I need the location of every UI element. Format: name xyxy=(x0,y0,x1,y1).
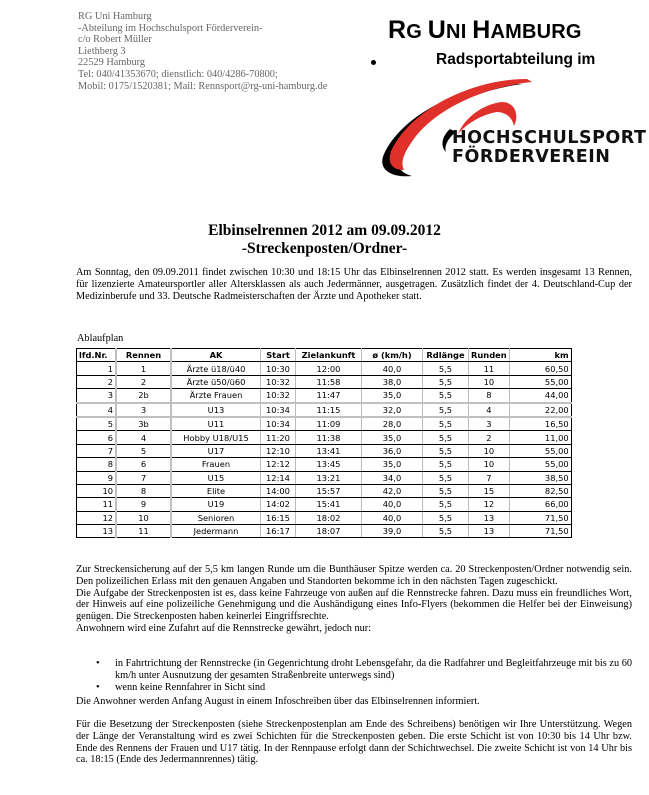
cell-speed: 40,0 xyxy=(362,362,423,375)
cell-zielankunft: 15:41 xyxy=(296,498,362,511)
cell-ak: U19 xyxy=(171,498,261,511)
brand-title-part: U xyxy=(427,16,447,44)
cell-lfd-nr: 5 xyxy=(77,417,117,431)
cell-rennen: 2b xyxy=(116,389,171,403)
residents-conditions-list xyxy=(76,658,632,693)
cell-ak: Ärzte ü18/ü40 xyxy=(171,362,261,375)
cell-lfd-nr: 9 xyxy=(77,471,117,484)
cell-speed: 40,0 xyxy=(362,511,423,524)
cell-zielankunft: 18:07 xyxy=(296,525,362,538)
table-row xyxy=(77,417,572,431)
col-header-rennen: Rennen xyxy=(116,349,171,362)
cell-lfd-nr: 4 xyxy=(77,403,117,417)
cell-zielankunft: 13:21 xyxy=(296,471,362,484)
sender-address-block xyxy=(78,11,327,92)
cell-rdlaenge: 5,5 xyxy=(423,417,469,431)
cell-rennen: 8 xyxy=(116,484,171,497)
cell-km: 60,50 xyxy=(509,362,571,375)
cell-km: 66,00 xyxy=(509,498,571,511)
cell-ak: Hobby U18/U15 xyxy=(171,431,261,444)
cell-ak: Jedermann xyxy=(171,525,261,538)
cell-rennen: 4 xyxy=(116,431,171,444)
col-header-rdlaenge: Rdlänge xyxy=(423,349,469,362)
cell-start: 10:34 xyxy=(261,417,296,431)
cell-runden: 7 xyxy=(469,471,510,484)
cell-lfd-nr: 3 xyxy=(77,389,117,403)
cell-speed: 35,0 xyxy=(362,389,423,403)
intro-paragraph: Am Sonntag, den 09.09.2011 findet zwischen 10:30 und 18:15 Uhr das Elbinselrennen 2012 statt. Es werden insgesamt 13 Rennen, für lizenzierte Amateursportler aller Altersklassen als auch Jedermänner, ausgetragen. Zusätzlich findet der 4. Deutschland-Cup der Medizinberufe und 33. Deutsche Radmeisterschaften der Ärzte und Apotheker statt. xyxy=(76,267,632,302)
cell-speed: 35,0 xyxy=(362,431,423,444)
cell-rennen: 2 xyxy=(116,375,171,388)
list-item xyxy=(76,658,632,682)
table-row xyxy=(77,471,572,484)
cell-start: 16:17 xyxy=(261,525,296,538)
cell-runden: 3 xyxy=(469,417,510,431)
cell-runden: 10 xyxy=(469,458,510,471)
cell-start: 14:00 xyxy=(261,484,296,497)
col-header-ak: AK xyxy=(171,349,261,362)
brand-title xyxy=(388,16,582,45)
cell-runden: 2 xyxy=(469,431,510,444)
cell-zielankunft: 13:45 xyxy=(296,458,362,471)
cell-rennen: 9 xyxy=(116,498,171,511)
table-row xyxy=(77,525,572,538)
cell-start: 11:20 xyxy=(261,431,296,444)
cell-ak: Senioren xyxy=(171,511,261,524)
sender-department: -Abteilung im Hochschulsport Förderverein- xyxy=(78,22,263,34)
title-line-1: Elbinselrennen 2012 am 09.09.2012 xyxy=(208,222,441,239)
table-row xyxy=(77,458,572,471)
cell-start: 12:14 xyxy=(261,471,296,484)
table-row xyxy=(77,431,572,444)
support-paragraph: Für die Besetzung der Streckenposten (siehe Streckenpostenplan am Ende des Schreibens) benötigen wir Ihre Unterstützung. Wegen der Länge der Veranstaltung wird es zwei Schichten für die Streckenposten geben. Die erste Schicht ist von 10:30 bis 14 Uhr bzw. Ende des Rennens der Frauen und U17 tätig. In der Rennpause erfolgt dann der Schichtwechsel. Die zweite Schicht ist von 14 Uhr bis ca. 18:15 (Ende des Jedermannrennes) tätig. xyxy=(76,719,632,766)
cell-ak: U11 xyxy=(171,417,261,431)
cell-start: 10:32 xyxy=(261,389,296,403)
document-title xyxy=(0,222,649,258)
cell-rdlaenge: 5,5 xyxy=(423,403,469,417)
cell-zielankunft: 13:41 xyxy=(296,444,362,457)
logo-line-2: FÖRDERVEREIN xyxy=(452,147,611,167)
cell-runden: 8 xyxy=(469,389,510,403)
cell-km: 55,00 xyxy=(509,444,571,457)
cell-speed: 39,0 xyxy=(362,525,423,538)
table-row xyxy=(77,444,572,457)
cell-km: 11,00 xyxy=(509,431,571,444)
cell-ak: U17 xyxy=(171,444,261,457)
cell-km: 38,50 xyxy=(509,471,571,484)
cell-km: 71,50 xyxy=(509,525,571,538)
cell-start: 12:10 xyxy=(261,444,296,457)
cell-zielankunft: 11:09 xyxy=(296,417,362,431)
brand-subtitle: Radsportabteilung im xyxy=(436,51,596,68)
cell-speed: 28,0 xyxy=(362,417,423,431)
cell-runden: 15 xyxy=(469,484,510,497)
sender-phone: Tel: 040/41353670; dienstlich: 040/4286-70800; xyxy=(78,68,278,80)
cell-km: 82,50 xyxy=(509,484,571,497)
cell-ak: U13 xyxy=(171,403,261,417)
cell-runden: 10 xyxy=(469,375,510,388)
col-header-start: Start xyxy=(261,349,296,362)
cell-rdlaenge: 5,5 xyxy=(423,444,469,457)
cell-speed: 32,0 xyxy=(362,403,423,417)
cell-start: 12:12 xyxy=(261,458,296,471)
cell-zielankunft: 12:00 xyxy=(296,362,362,375)
cell-speed: 40,0 xyxy=(362,498,423,511)
cell-rdlaenge: 5,5 xyxy=(423,498,469,511)
list-item xyxy=(76,682,632,694)
cell-runden: 4 xyxy=(469,403,510,417)
cell-rennen: 6 xyxy=(116,458,171,471)
cell-rdlaenge: 5,5 xyxy=(423,375,469,388)
cell-runden: 13 xyxy=(469,525,510,538)
cell-start: 14:02 xyxy=(261,498,296,511)
cell-speed: 34,0 xyxy=(362,471,423,484)
cell-runden: 13 xyxy=(469,511,510,524)
cell-lfd-nr: 2 xyxy=(77,375,117,388)
info-paragraph: Die Anwohner werden Anfang August in einem Infoschreiben über das Elbinselrennen informiert. xyxy=(76,696,480,707)
cell-lfd-nr: 10 xyxy=(77,484,117,497)
cell-km: 55,00 xyxy=(509,458,571,471)
security-paragraph: Zur Streckensicherung auf der 5,5 km langen Runde um die Bunthäuser Spitze werden ca. 20 Streckenposten/Ordner notwendig sein. Den polizeilichen Erlass mit den genauen Angaben und Standorten bekomme ich in den nächsten Tagen zugeschickt. xyxy=(76,564,632,587)
cell-speed: 35,0 xyxy=(362,458,423,471)
cell-lfd-nr: 8 xyxy=(77,458,117,471)
cell-rennen: 10 xyxy=(116,511,171,524)
cell-zielankunft: 18:02 xyxy=(296,511,362,524)
cell-lfd-nr: 12 xyxy=(77,511,117,524)
cell-zielankunft: 11:38 xyxy=(296,431,362,444)
cell-runden: 12 xyxy=(469,498,510,511)
brand-title-part: NI xyxy=(446,21,473,43)
cell-rennen: 7 xyxy=(116,471,171,484)
cell-runden: 11 xyxy=(469,362,510,375)
cell-rdlaenge: 5,5 xyxy=(423,458,469,471)
cell-km: 44,00 xyxy=(509,389,571,403)
cell-km: 71,50 xyxy=(509,511,571,524)
cell-zielankunft: 11:58 xyxy=(296,375,362,388)
logo-wordmark xyxy=(452,129,646,167)
cell-ak: U15 xyxy=(171,471,261,484)
cell-zielankunft: 11:15 xyxy=(296,403,362,417)
bullet-icon: • xyxy=(96,681,100,693)
residents-paragraph: Anwohnern wird eine Zufahrt auf die Rennstrecke gewährt, jedoch nur: xyxy=(76,622,372,634)
brand-title-part: H xyxy=(472,16,491,44)
table-row xyxy=(77,403,572,417)
brand-title-part: AMBURG xyxy=(490,21,582,43)
sender-mobile-mail: Mobil: 0175/1520381; Mail: Rennsport@rg-uni-hamburg.de xyxy=(78,80,328,92)
table-row xyxy=(77,389,572,403)
sender-street: Liethberg 3 xyxy=(78,45,126,57)
cell-start: 16:15 xyxy=(261,511,296,524)
cell-km: 55,00 xyxy=(509,375,571,388)
cell-rdlaenge: 5,5 xyxy=(423,389,469,403)
list-item-text: wenn keine Rennfahrer in Sicht sind xyxy=(115,681,266,693)
cell-km: 22,00 xyxy=(509,403,571,417)
cell-zielankunft: 15:57 xyxy=(296,484,362,497)
cell-speed: 42,0 xyxy=(362,484,423,497)
col-header-lfd-nr: lfd.Nr. xyxy=(77,349,117,362)
cell-ak: Elite xyxy=(171,484,261,497)
race-schedule-table xyxy=(76,348,572,538)
cell-rennen: 11 xyxy=(116,525,171,538)
cell-lfd-nr: 13 xyxy=(77,525,117,538)
cell-km: 16,50 xyxy=(509,417,571,431)
cell-ak: Ärzte Frauen xyxy=(171,389,261,403)
table-header-row xyxy=(77,349,572,362)
sender-contact-person: c/o Robert Müller xyxy=(78,34,152,46)
cell-start: 10:34 xyxy=(261,403,296,417)
cell-rennen: 5 xyxy=(116,444,171,457)
sender-city: 22529 Hamburg xyxy=(78,57,146,69)
table-row xyxy=(77,511,572,524)
col-header-speed: ø (km/h) xyxy=(362,349,423,362)
cell-start: 10:30 xyxy=(261,362,296,375)
cell-rdlaenge: 5,5 xyxy=(423,431,469,444)
brand-title-part: R xyxy=(388,16,407,44)
cell-ak: Ärzte ü50/ü60 xyxy=(171,375,261,388)
cell-speed: 38,0 xyxy=(362,375,423,388)
cell-rdlaenge: 5,5 xyxy=(423,484,469,497)
title-line-2: -Streckenposten/Ordner- xyxy=(241,240,408,257)
bullet-icon xyxy=(371,60,376,65)
cell-runden: 10 xyxy=(469,444,510,457)
cell-rennen: 3b xyxy=(116,417,171,431)
cell-rdlaenge: 5,5 xyxy=(423,471,469,484)
col-header-runden: Runden xyxy=(469,349,510,362)
cell-lfd-nr: 7 xyxy=(77,444,117,457)
cell-lfd-nr: 11 xyxy=(77,498,117,511)
schedule-label: Ablaufplan xyxy=(77,333,124,344)
task-paragraph: Die Aufgabe der Streckenposten ist es, dass keine Fahrzeuge von außen auf die Rennstrecke fahren. Dazu muss ein freundliches Wort, der Hinweis auf eine polizeiliche Genehmigung und die Aushändigung eines Info-Flyers (bekommen die Helfer bei der Einweisung) genügen. Die Streckenposten haben keinerlei Eingriffsrechte. xyxy=(76,587,632,623)
cell-rdlaenge: 5,5 xyxy=(423,511,469,524)
table-row xyxy=(77,362,572,375)
table-row xyxy=(77,484,572,497)
table-row xyxy=(77,498,572,511)
col-header-zielankunft: Zielankunft xyxy=(296,349,362,362)
cell-rennen: 3 xyxy=(116,403,171,417)
body-section-security xyxy=(76,564,632,635)
cell-ak: Frauen xyxy=(171,458,261,471)
sender-name: RG Uni Hamburg xyxy=(78,11,152,22)
cell-rdlaenge: 5,5 xyxy=(423,362,469,375)
logo-line-1: HOCHSCHULSPORT xyxy=(452,128,647,148)
cell-lfd-nr: 1 xyxy=(77,362,117,375)
cell-speed: 36,0 xyxy=(362,444,423,457)
cell-zielankunft: 11:47 xyxy=(296,389,362,403)
col-header-km: km xyxy=(509,349,571,362)
list-item-text: in Fahrtrichtung der Rennstrecke (in Gegenrichtung droht Lebensgefahr, da die Radfahrer und Begleitfahrzeuge mit bis zu 60 km/h unter Ausnutzung der gesamten Straßenbreite unterwegs sind) xyxy=(115,658,632,681)
table-row xyxy=(77,375,572,388)
brand-title-part: G xyxy=(406,21,428,43)
bullet-icon: • xyxy=(96,658,100,669)
cell-rdlaenge: 5,5 xyxy=(423,525,469,538)
cell-lfd-nr: 6 xyxy=(77,431,117,444)
cell-start: 10:32 xyxy=(261,375,296,388)
cell-rennen: 1 xyxy=(116,362,171,375)
